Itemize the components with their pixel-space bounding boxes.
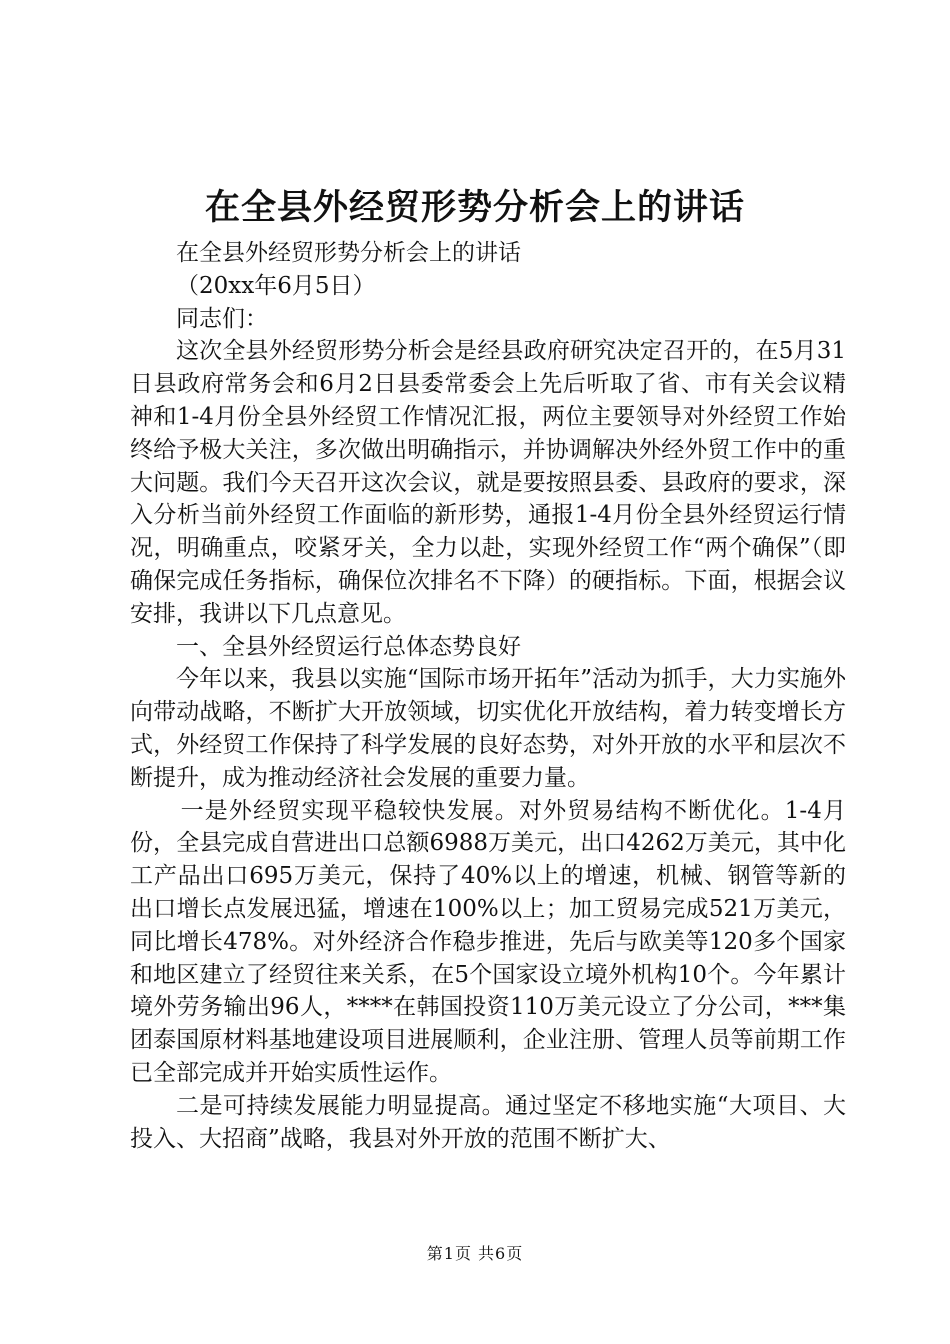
body-paragraph: 这次全县外经贸形势分析会是经县政府研究决定召开的，在5月31日县政府常务会和6月2日县委常委会上先后听取了省、市有关会议精神和1-4月份全县外经贸工作情况汇报，两位主要领导对外经贸工作始终给予极大关注，多次做出明确指示，并协调解决外经外贸工作中的重大问题。我们今天召开这次会议，就是要按照县委、县政府的要求，深入分析当前外经贸工作面临的新形势，通报1-4月份全县外经贸运行情况，明确重点，咬紧牙关，全力以赴，实现外经贸工作“两个确保”（即确保完成任务指标，确保位次排名不下降）的硬指标。下面，根据会议安排，我讲以下几点意见。 [130, 338, 846, 627]
document-title: 在全县外经贸形势分析会上的讲话 [204, 187, 745, 228]
page-number-footer: 第1页 共6页 [426, 1244, 524, 1263]
body-paragraph: 一是外经贸实现平稳较快发展。对外贸易结构不断优化。1-4月份，全县完成自营进出口总额6988万美元，出口4262万美元，其中化工产品出口695万美元，保持了40%以上的增速，机械、钢管等新的出口增长点发展迅猛，增速在100%以上；加工贸易完成521万美元，同比增长478%。对外经济合作稳步推进，先后与欧美等120多个国家和地区建立了经贸往来关系，在5个国家设立境外机构10个。今年累计境外劳务输出96人，****在韩国投资110万美元设立了分公司，***集团泰国原材料基地建设项目进展顺利，企业注册、管理人员等前期工作已全部完成并开始实质性运作。 [130, 797, 846, 1086]
body-paragraph: 二是可持续发展能力明显提高。通过坚定不移地实施“大项目、大投入、大招商”战略，我县对外开放的范围不断扩大、 [130, 1092, 846, 1152]
document-body [130, 237, 846, 1155]
salutation: 同志们： [176, 305, 268, 332]
subtitle: 在全县外经贸形势分析会上的讲话 [176, 240, 521, 266]
speech-date: （20xx年6月5日） [176, 272, 376, 299]
section-heading: 一、全县外经贸运行总体态势良好 [176, 633, 521, 660]
body-paragraph: 今年以来，我县以实施“国际市场开拓年”活动为抓手，大力实施外向带动战略，不断扩大开放领域，切实优化开放结构，着力转变增长方式，外经贸工作保持了科学发展的良好态势，对外开放的水平和层次不断提升，成为推动经济社会发展的重要力量。 [130, 666, 846, 791]
